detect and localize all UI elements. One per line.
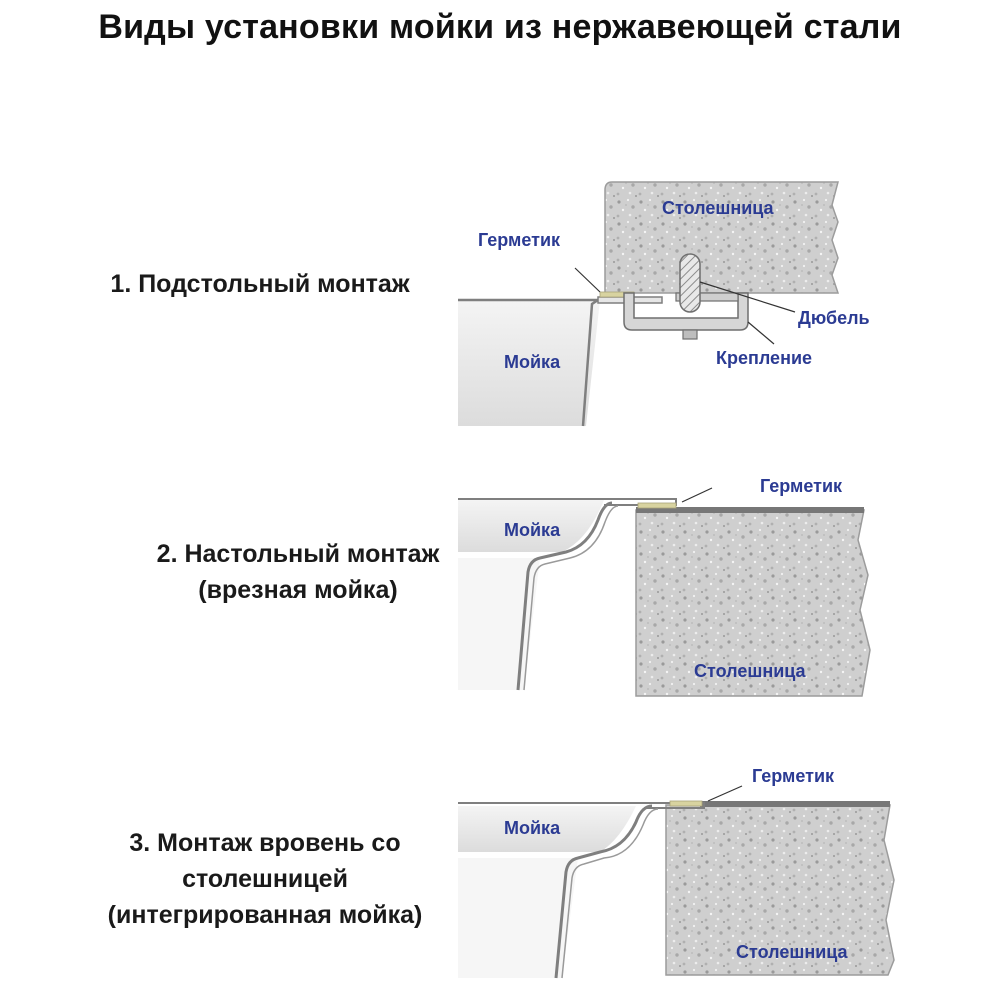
caption-line: (врезная мойка) — [198, 576, 398, 604]
page-title: Виды установки мойки из нержавеющей стали — [98, 8, 902, 46]
label-sink: Мойка — [504, 818, 561, 838]
pointer-sealant — [682, 488, 712, 502]
caption-line: 1. Подстольный монтаж — [110, 270, 410, 298]
label-sealant: Герметик — [752, 766, 835, 786]
diagram-drop-in — [458, 476, 870, 696]
label-dowel: Дюбель — [798, 308, 870, 328]
label-countertop: Столешница — [736, 942, 848, 962]
label-sealant: Герметик — [760, 476, 843, 496]
sealant-strip — [638, 503, 676, 508]
sealant-strip — [670, 801, 702, 806]
caption-line: 3. Монтаж вровень со — [129, 829, 401, 857]
caption-line: (интегрированная мойка) — [107, 901, 423, 929]
diagram-flush-mount — [458, 766, 894, 978]
label-sealant: Герметик — [478, 230, 561, 250]
sink-bowl-lower — [458, 858, 578, 978]
label-sink: Мойка — [504, 352, 561, 372]
label-countertop: Столешница — [694, 661, 806, 681]
countertop-edge — [700, 801, 890, 807]
bolt — [683, 330, 697, 339]
dowel — [680, 254, 700, 312]
label-fastener: Крепление — [716, 348, 813, 368]
pointer-sealant — [575, 268, 600, 292]
pointer-fastener — [748, 322, 774, 344]
pointer-sealant — [708, 786, 742, 801]
label-sink: Мойка — [504, 520, 561, 540]
caption-line: столешницей — [182, 865, 348, 893]
label-countertop: Столешница — [662, 198, 774, 218]
diagram-undermount — [458, 182, 870, 426]
caption-line: 2. Настольный монтаж — [156, 540, 440, 568]
